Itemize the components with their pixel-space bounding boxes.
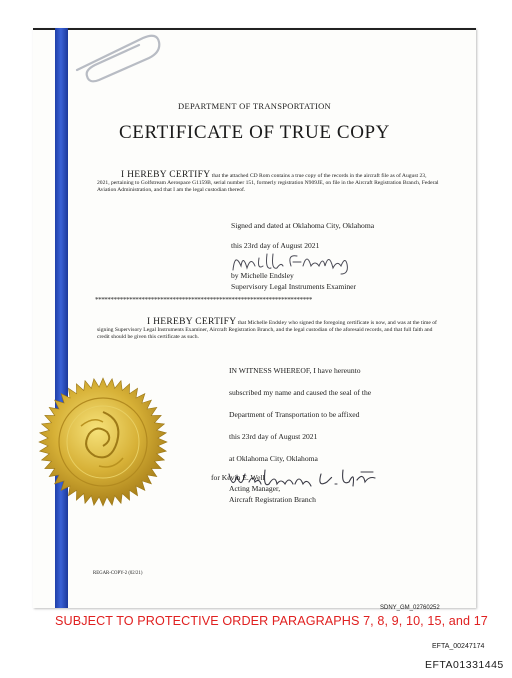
sdny-stamp: SDNY_GM_02760252 (380, 605, 440, 611)
witness-line-2: subscribed my name and caused the seal of the (229, 388, 372, 397)
signed-line: Signed and dated at Oklahoma City, Oklahoma (231, 221, 375, 230)
blue-ribbon (55, 28, 68, 608)
form-number: REGAR-COPY-2 (02/21) (93, 571, 143, 576)
certificate-page (33, 28, 476, 608)
manager-branch: Aircraft Registration Branch (229, 495, 316, 504)
witness-line-5: at Oklahoma City, Oklahoma (229, 454, 318, 463)
certify-text-2: that Michelle Endsley who signed the foregoing certificate is now, and was at the time of signing Supervisory Legal Instruments Examiner, Aircraft Registration Branch, and the legal custodian of the aforesaid records, and that full faith and credit should be given this certificate as such. (97, 320, 437, 341)
efta-number-large: EFTA01331445 (425, 659, 504, 671)
witness-line-1: IN WITNESS WHEREOF, I have hereunto (229, 366, 361, 375)
witness-line-3: Department of Transportation to be affixed (229, 410, 360, 419)
paper-clip-icon (73, 30, 163, 84)
certify-paragraph-1 (97, 172, 439, 195)
certify-paragraph-2 (97, 319, 439, 342)
star-separator: ********************************************************************** (95, 296, 313, 304)
certify-lead-2: I HEREBY CERTIFY (147, 317, 237, 327)
gold-seal-icon (37, 376, 169, 508)
certify-text-1: that the attached CD Rom contains a true copy of the records in the aircraft file as of August 23, 2021, pertaining to Golfstream Aerospace G1159B, serial number 151, formerly registration N909JE, on file in the Aircraft Registration Branch, Federal Aviation Administration, and that I am the legal custodian thereof. (97, 173, 439, 194)
manager-title: Acting Manager, (229, 484, 281, 493)
efta-number-small: EFTA_00247174 (432, 643, 485, 650)
witness-line-4: this 23rd day of August 2021 (229, 432, 318, 441)
certify-lead-1: I HEREBY CERTIFY (121, 170, 211, 180)
signer-title: Supervisory Legal Instruments Examiner (231, 282, 357, 291)
certificate-title: CERTIFICATE OF TRUE COPY (118, 122, 391, 143)
manager-name: for Kevin E. Well (211, 473, 265, 482)
protective-order-notice: SUBJECT TO PROTECTIVE ORDER PARAGRAPHS 7, 8, 9, 10, 15, and 17 (55, 614, 488, 628)
department-heading: DEPARTMENT OF TRANSPORTATION (178, 101, 331, 111)
date-line: this 23rd day of August 2021 (231, 241, 320, 250)
signer-by: by Michelle Endsley (231, 271, 294, 280)
